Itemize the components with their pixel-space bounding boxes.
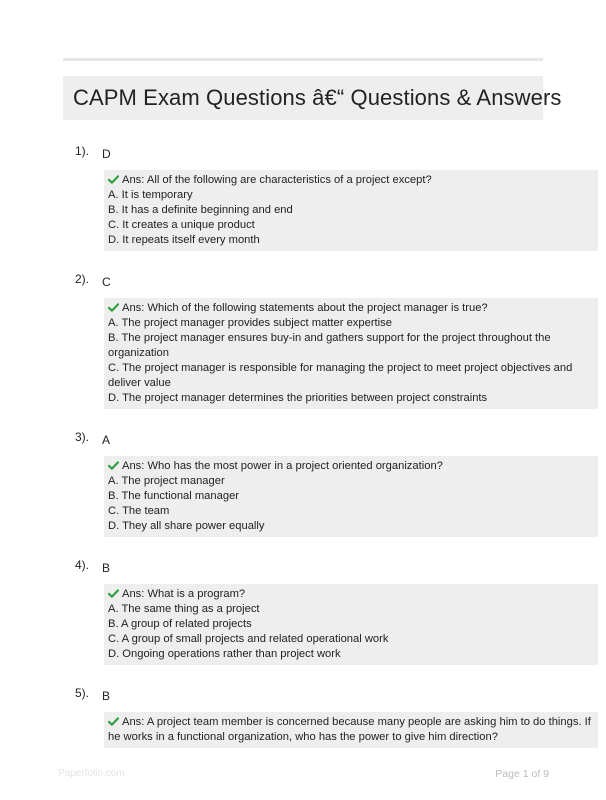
check-icon [108, 461, 119, 470]
option-d: D. They all share power equally [108, 520, 265, 532]
question-box [104, 170, 598, 251]
question-prompt: Ans: Who has the most power in a project oriented organization? [122, 460, 443, 472]
check-icon [108, 717, 119, 726]
question-prompt: Ans: All of the following are characteristics of a project except? [122, 174, 432, 186]
question-3 [63, 430, 543, 532]
option-b: B. A group of related projects [108, 618, 252, 630]
document-title: CAPM Exam Questions â€“ Questions & Answers [73, 85, 562, 110]
question-5 [63, 686, 591, 743]
title-banner [63, 76, 562, 120]
check-icon [108, 175, 119, 184]
option-b: B. It has a definite beginning and end [108, 204, 293, 216]
option-a: A. It is temporary [108, 189, 193, 201]
check-icon [108, 589, 119, 598]
question-prompt: Ans: What is a program? [122, 588, 246, 600]
option-c: C. The project manager is responsible for managing the project to meet project objectives and deliver value [108, 362, 573, 389]
question-number: 4). [75, 558, 90, 572]
question-number: 5). [75, 686, 90, 700]
option-d: D. Ongoing operations rather than project work [108, 648, 341, 660]
question-number: 1). [75, 144, 90, 158]
question-number: 3). [75, 430, 90, 444]
option-b: B. The functional manager [108, 490, 240, 502]
answer-letter: B [102, 689, 111, 703]
question-box [104, 584, 598, 665]
option-a: A. The same thing as a project [108, 603, 260, 615]
question-box [104, 298, 598, 409]
question-prompt: Ans: Which of the following statements about the project manager is true? [122, 302, 488, 314]
option-d: D. The project manager determines the priorities between project constraints [108, 392, 488, 404]
question-number: 2). [75, 272, 90, 286]
option-b: B. The project manager ensures buy-in and gathers support for the project throughout the organization [108, 332, 551, 359]
question-box [104, 712, 598, 748]
question-2 [63, 272, 573, 404]
check-icon [108, 303, 119, 312]
question-box [104, 456, 598, 537]
option-a: A. The project manager [108, 475, 225, 487]
answer-letter: C [102, 275, 111, 289]
option-a: A. The project manager provides subject matter expertise [108, 317, 392, 329]
answer-letter: B [102, 561, 111, 575]
question-4 [63, 558, 543, 660]
option-c: C. The team [108, 505, 170, 517]
footer-watermark: Paperfolio.com [58, 768, 125, 779]
question-prompt: Ans: A project team member is concerned because many people are asking him to do things. If he works in a functional organization, who has the power to give him direction? [108, 716, 591, 743]
option-c: C. A group of small projects and related operational work [108, 633, 389, 645]
answer-letter: D [102, 147, 111, 161]
option-d: D. It repeats itself every month [108, 234, 260, 246]
option-c: C. It creates a unique product [108, 219, 255, 231]
page-indicator: Page 1 of 9 [495, 768, 549, 780]
question-1 [63, 144, 543, 246]
top-divider [63, 58, 543, 61]
answer-letter: A [102, 433, 111, 447]
